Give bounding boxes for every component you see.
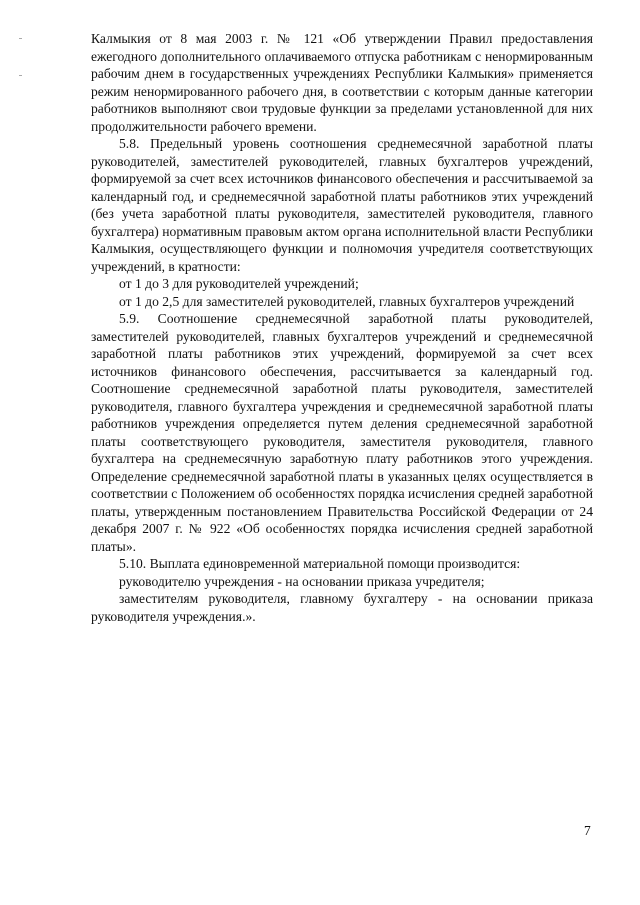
document-body: [91, 30, 593, 625]
list-item-deputy-assistance: заместителям руководителя, главному бухгалтеру - на основании приказа руководителя учреждения.».: [91, 591, 593, 624]
list-item-head-assistance: руководителю учреждения - на основании приказа учредителя;: [119, 573, 485, 589]
list-item-ratio-heads: от 1 до 3 для руководителей учреждений;: [119, 276, 359, 291]
paragraph-5-9: 5.9. Соотношение среднемесячной заработной платы руководителей, заместителей руководителей, главных бухгалтеров учреждений и среднемесячной заработной платы работников этих учреждений, формируемой за счет всех источников финансового обеспечения, рассчитывается за календарный год. Соотношение среднемесячной заработной платы руководителя, заместителей руководителя, главного бухгалтера учреждения и среднемесячной заработной платы работников учреждения определяется путем деления среднемесячной заработной платы соответствующего руководителя, заместителя руководителя, главного бухгалтера на среднемесячную заработную плату работников этого учреждения. Определение среднемесячной заработной платы в указанных целях осуществляется в соответствии с Положением об особенностях порядка исчисления средней заработной платы, утвержденным постановлением Правительства Российской Федерации от 24 декабря 2007 г. № 922 «Об особенностях порядка исчисления средней заработной платы».: [91, 311, 593, 554]
scan-mark: [19, 38, 22, 39]
paragraph-continuation: Калмыкия от 8 мая 2003 г. № 121 «Об утверждении Правил предоставления ежегодного дополнительного оплачиваемого отпуска работникам с ненормированным рабочим днем в государственных учреждениях Республики Калмыкия» применяется режим ненормированного рабочего дня, в соответствии с которым данные категории работников выполняют свои трудовые функции за пределами установленной для них продолжительности рабочего времени.: [91, 31, 593, 134]
paragraph-5-8: 5.8. Предельный уровень соотношения среднемесячной заработной платы руководителей, заместителей руководителей, главных бухгалтеров учреждений, формируемой за счет всех источников финансового обеспечения и рассчитываемой за календарный год, и среднемесячной заработной платы работников этих учреждений (без учета заработной платы руководителя, заместителей руководителя, главного бухгалтера) нормативным правовым актом органа исполнительной власти Республики Калмыкия, осуществляющего функции и полномочия учредителя соответствующих учреждений, в кратности:: [91, 136, 593, 274]
paragraph-5-10: 5.10. Выплата единовременной материальной помощи производится:: [119, 556, 521, 571]
list-item-ratio-deputies: от 1 до 2,5 для заместителей руководителей, главных бухгалтеров учреждений: [119, 293, 575, 309]
scan-mark: [19, 75, 22, 76]
page-number: 7: [584, 823, 591, 838]
